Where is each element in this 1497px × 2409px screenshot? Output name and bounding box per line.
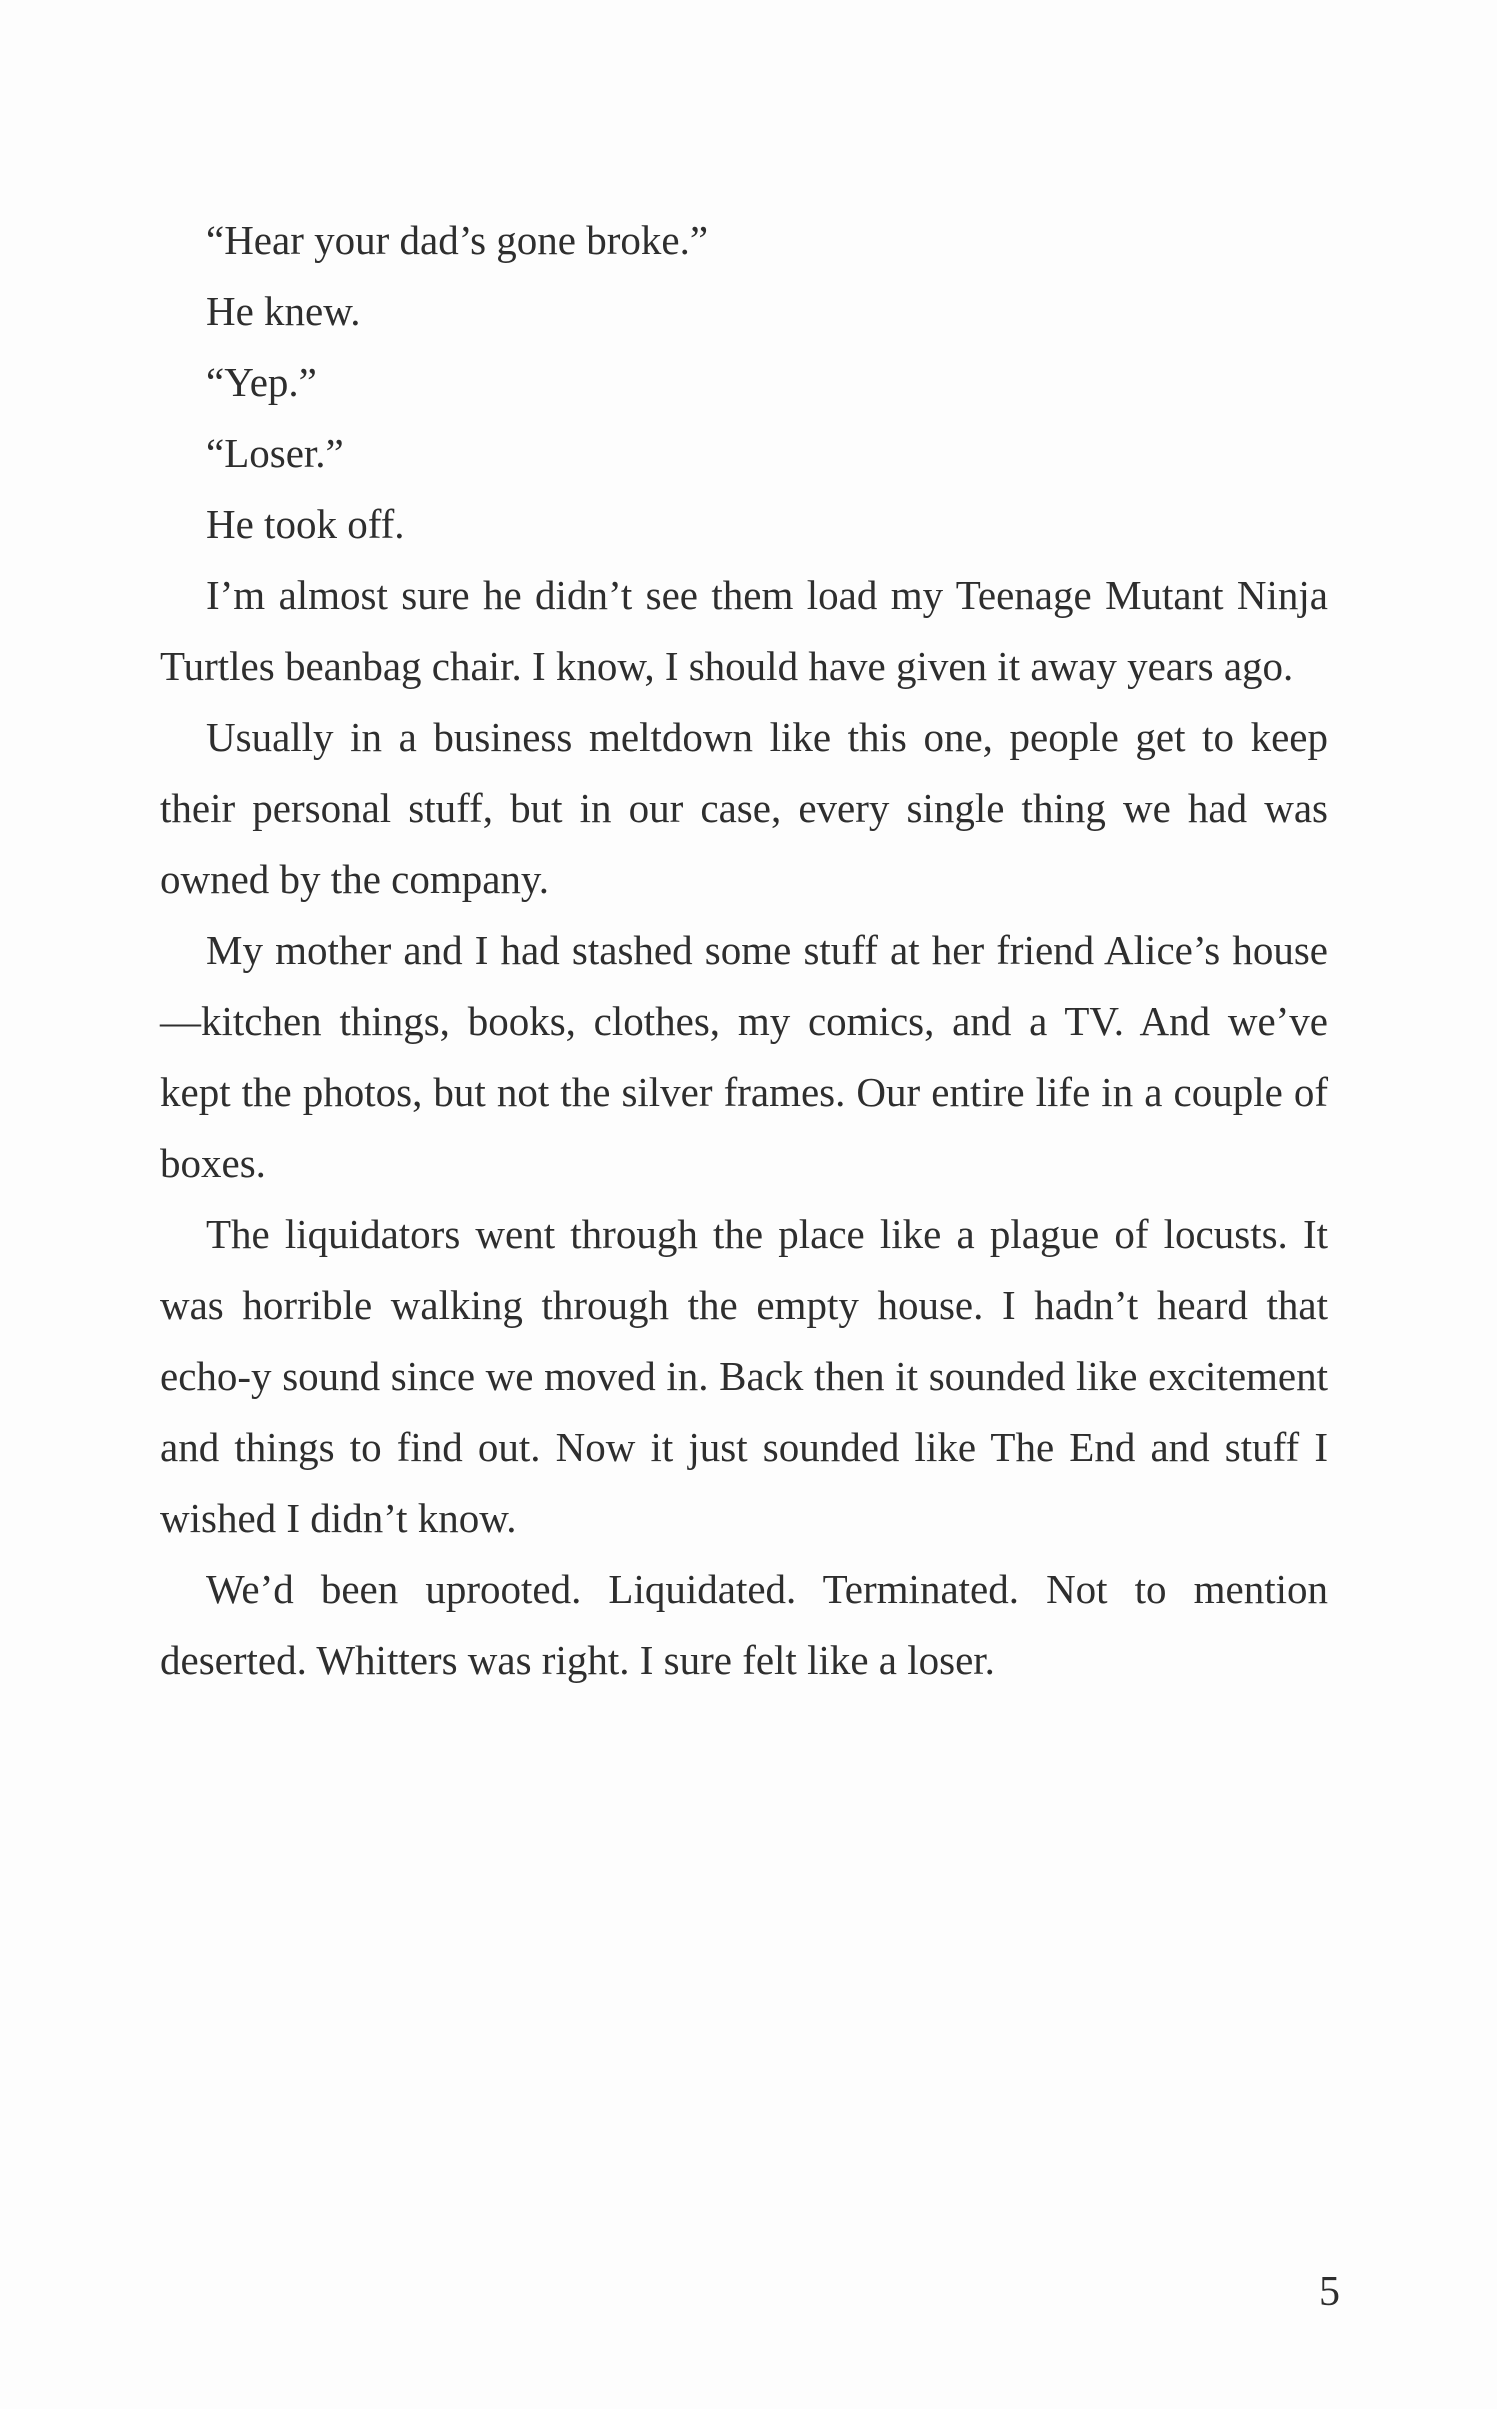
body-text [160,205,1328,1696]
paragraph: He took off. [206,501,405,547]
paragraph: I’m almost sure he didn’t see them load my Teenage Mutant Ninja Turtles beanbag chair. I know, I should have given it away years ago. [160,572,1328,689]
paragraph: He knew. [206,288,361,334]
paragraph: Usually in a business meltdown like this one, people get to keep their personal stuff, but in our case, every single thing we had was owned by the company. [160,714,1328,902]
page-number: 5 [1319,2269,1340,2315]
paragraph: We’d been uprooted. Liquidated. Terminated. Not to mention deserted. Whitters was right. I sure felt like a loser. [160,1566,1328,1683]
paragraph: “Hear your dad’s gone broke.” [206,217,709,263]
paragraph: The liquidators went through the place like a plague of locusts. It was horrible walking through the empty house. I hadn’t heard that echo-y sound since we moved in. Back then it sounded like excitement and things to find out. Now it just sounded like The End and stuff I wished I didn’t know. [160,1211,1328,1541]
paragraph: “Yep.” [206,359,317,405]
paragraph: “Loser.” [206,430,344,476]
paragraph: My mother and I had stashed some stuff at her friend Alice’s house—kitchen things, books, clothes, my comics, and a TV. And we’ve kept the photos, but not the silver frames. Our entire life in a couple of boxes. [160,927,1328,1186]
